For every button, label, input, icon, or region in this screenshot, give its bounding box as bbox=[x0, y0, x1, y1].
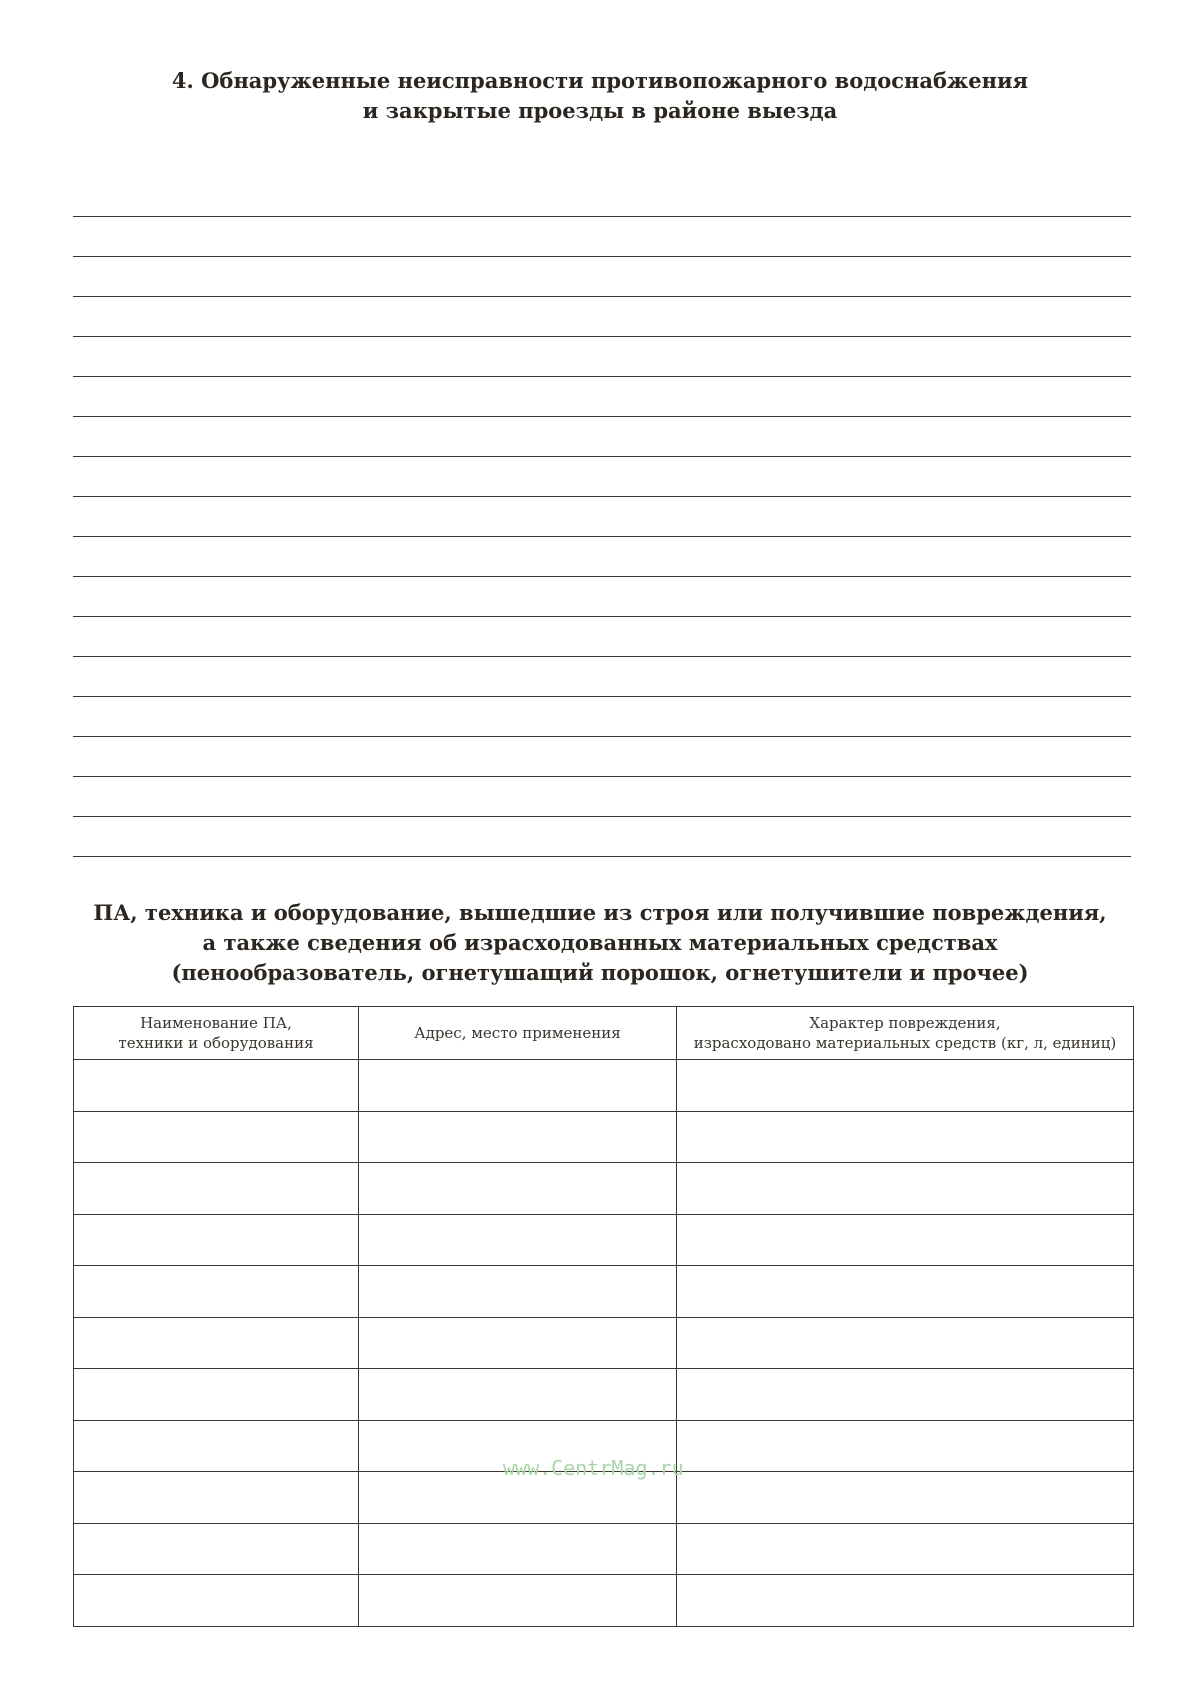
blank-writing-line[interactable] bbox=[73, 577, 1131, 617]
blank-writing-line[interactable] bbox=[73, 457, 1131, 497]
cell-name[interactable] bbox=[74, 1266, 359, 1318]
cell-address[interactable] bbox=[359, 1060, 677, 1112]
column-header-damage bbox=[677, 1007, 1134, 1060]
blank-writing-line[interactable] bbox=[73, 377, 1131, 417]
cell-name[interactable] bbox=[74, 1472, 359, 1524]
blank-writing-line[interactable] bbox=[73, 177, 1131, 217]
cell-address[interactable] bbox=[359, 1317, 677, 1369]
table-row bbox=[74, 1060, 1134, 1112]
cell-address[interactable] bbox=[359, 1369, 677, 1421]
cell-name[interactable] bbox=[74, 1369, 359, 1421]
cell-damage[interactable] bbox=[677, 1111, 1134, 1163]
table-row bbox=[74, 1111, 1134, 1163]
column-header-name-line1: Наименование ПА, bbox=[140, 1014, 292, 1032]
blank-writing-line[interactable] bbox=[73, 417, 1131, 457]
section-4-title bbox=[0, 66, 1200, 126]
cell-damage[interactable] bbox=[677, 1317, 1134, 1369]
equipment-title-line2: а также сведения об израсходованных материальных средствах bbox=[202, 930, 998, 955]
blank-writing-line[interactable] bbox=[73, 737, 1131, 777]
column-header-name bbox=[74, 1007, 359, 1060]
cell-damage[interactable] bbox=[677, 1472, 1134, 1524]
table-row bbox=[74, 1523, 1134, 1575]
column-header-name-line2: техники и оборудования bbox=[118, 1034, 314, 1052]
cell-name[interactable] bbox=[74, 1060, 359, 1112]
equipment-section-title bbox=[0, 898, 1200, 988]
blank-writing-line[interactable] bbox=[73, 297, 1131, 337]
table-body bbox=[74, 1060, 1134, 1627]
column-header-address-line1: Адрес, место применения bbox=[414, 1024, 621, 1042]
cell-address[interactable] bbox=[359, 1111, 677, 1163]
cell-address[interactable] bbox=[359, 1163, 677, 1215]
watermark: www.CentrMag.ru bbox=[503, 1456, 684, 1480]
cell-damage[interactable] bbox=[677, 1420, 1134, 1472]
equipment-title-line3: (пенообразователь, огнетушащий порошок, огнетушители и прочее) bbox=[171, 960, 1029, 985]
cell-name[interactable] bbox=[74, 1420, 359, 1472]
cell-damage[interactable] bbox=[677, 1060, 1134, 1112]
blank-writing-line[interactable] bbox=[73, 657, 1131, 697]
blank-lines-area bbox=[73, 177, 1131, 857]
blank-writing-line[interactable] bbox=[73, 337, 1131, 377]
cell-address[interactable] bbox=[359, 1523, 677, 1575]
table-row bbox=[74, 1317, 1134, 1369]
column-header-address bbox=[359, 1007, 677, 1060]
blank-writing-line[interactable] bbox=[73, 537, 1131, 577]
table-header-row bbox=[74, 1007, 1134, 1060]
table-row bbox=[74, 1214, 1134, 1266]
blank-writing-line[interactable] bbox=[73, 777, 1131, 817]
table-row bbox=[74, 1575, 1134, 1627]
cell-name[interactable] bbox=[74, 1523, 359, 1575]
blank-writing-line[interactable] bbox=[73, 217, 1131, 257]
cell-damage[interactable] bbox=[677, 1523, 1134, 1575]
column-header-damage-line1: Характер повреждения, bbox=[809, 1014, 1001, 1032]
cell-name[interactable] bbox=[74, 1317, 359, 1369]
equipment-title-line1: ПА, техника и оборудование, вышедшие из строя или получившие повреждения, bbox=[93, 900, 1107, 925]
blank-writing-line[interactable] bbox=[73, 497, 1131, 537]
cell-name[interactable] bbox=[74, 1575, 359, 1627]
blank-writing-line[interactable] bbox=[73, 257, 1131, 297]
cell-damage[interactable] bbox=[677, 1266, 1134, 1318]
cell-damage[interactable] bbox=[677, 1575, 1134, 1627]
cell-name[interactable] bbox=[74, 1111, 359, 1163]
cell-name[interactable] bbox=[74, 1163, 359, 1215]
cell-name[interactable] bbox=[74, 1214, 359, 1266]
cell-damage[interactable] bbox=[677, 1214, 1134, 1266]
table-row bbox=[74, 1369, 1134, 1421]
table-row bbox=[74, 1266, 1134, 1318]
blank-writing-line[interactable] bbox=[73, 617, 1131, 657]
cell-damage[interactable] bbox=[677, 1369, 1134, 1421]
blank-writing-line[interactable] bbox=[73, 817, 1131, 857]
column-header-damage-line2: израсходовано материальных средств (кг, л, единиц) bbox=[693, 1034, 1117, 1052]
cell-address[interactable] bbox=[359, 1214, 677, 1266]
section-4-title-line2: и закрытые проезды в районе выезда bbox=[362, 98, 838, 123]
blank-writing-line[interactable] bbox=[73, 697, 1131, 737]
cell-address[interactable] bbox=[359, 1266, 677, 1318]
table-row bbox=[74, 1163, 1134, 1215]
cell-damage[interactable] bbox=[677, 1163, 1134, 1215]
equipment-table bbox=[73, 1006, 1134, 1627]
section-4-title-line1: 4. Обнаруженные неисправности противопожарного водоснабжения bbox=[171, 68, 1029, 93]
cell-address[interactable] bbox=[359, 1575, 677, 1627]
